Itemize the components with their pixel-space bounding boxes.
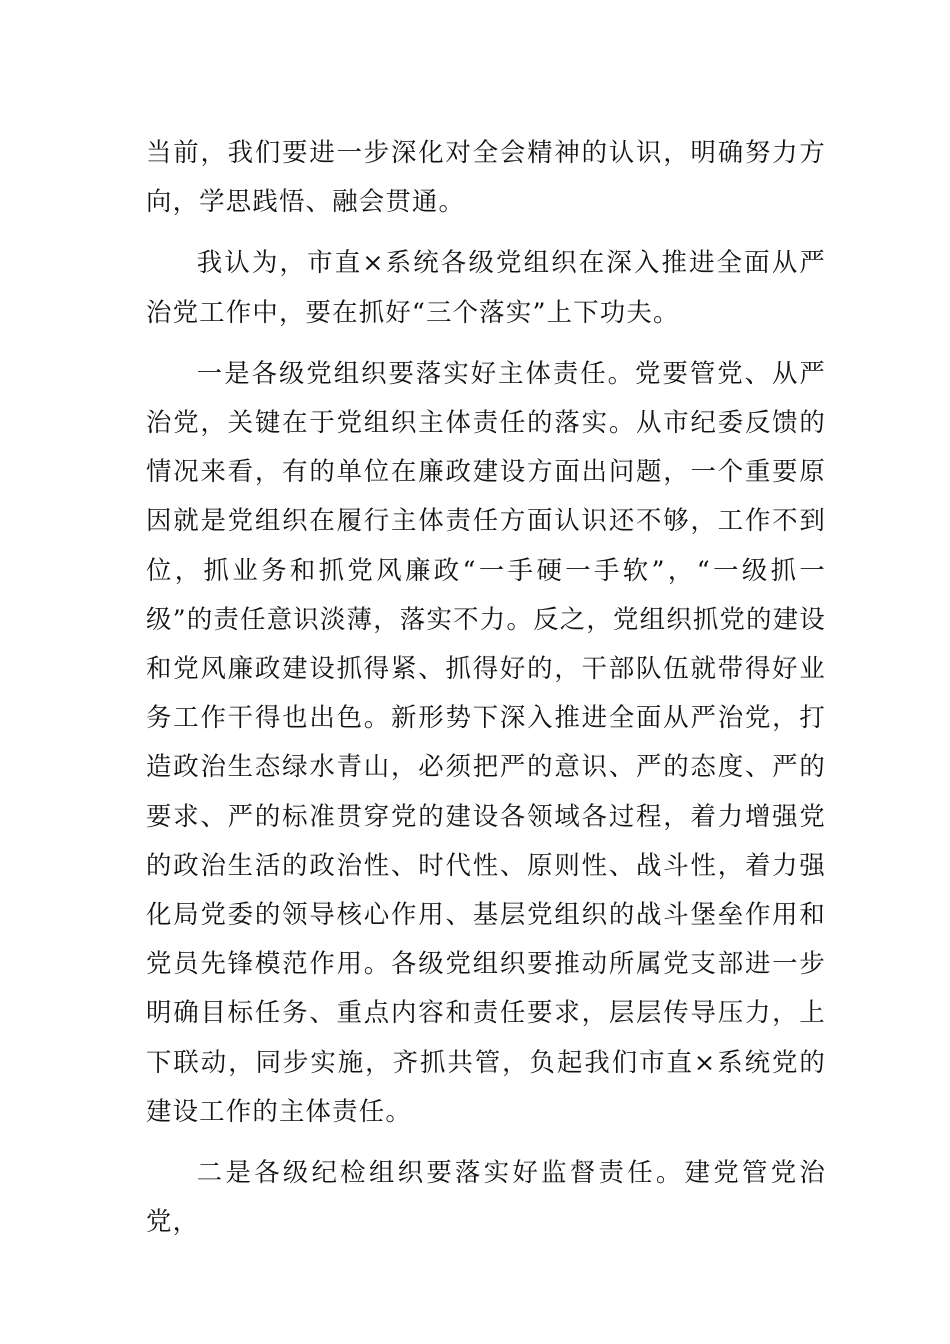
document-page — [146, 128, 826, 1258]
paragraph-opinion: 我认为，市直×系统各级党组织在深入推进全面从严治党工作中，要在抓好“三个落实”上下功夫。 — [146, 247, 826, 327]
paragraph-point-two: 二是各级纪检组织要落实好监督责任。建党管党治党， — [146, 1157, 826, 1237]
paragraph-intro: 当前，我们要进一步深化对全会精神的认识，明确努力方向，学思践悟、融会贯通。 — [146, 137, 826, 217]
paragraph-point-one: 一是各级党组织要落实好主体责任。党要管党、从严治党，关键在于党组织主体责任的落实。从市纪委反馈的情况来看，有的单位在廉政建设方面出问题，一个重要原因就是党组织在履行主体责任方面认识还不够，工作不到位，抓业务和抓党风廉政“一手硬一手软”，“一级抓一级”的责任意识淡薄，落实不力。反之，党组织抓党的建设和党风廉政建设抓得紧、抓得好的，干部队伍就带得好业务工作干得也出色。新形势下深入推进全面从严治党，打造政治生态绿水青山，必须把严的意识、严的态度、严的要求、严的标准贯穿党的建设各领域各过程，着力增强党的政治生活的政治性、时代性、原则性、战斗性，着力强化局党委的领导核心作用、基层党组织的战斗堡垒作用和党员先锋模范作用。各级党组织要推动所属党支部进一步明确目标任务、重点内容和责任要求，层层传导压力，上下联动，同步实施，齐抓共管，负起我们市直×系统党的建设工作的主体责任。 — [146, 357, 826, 1126]
